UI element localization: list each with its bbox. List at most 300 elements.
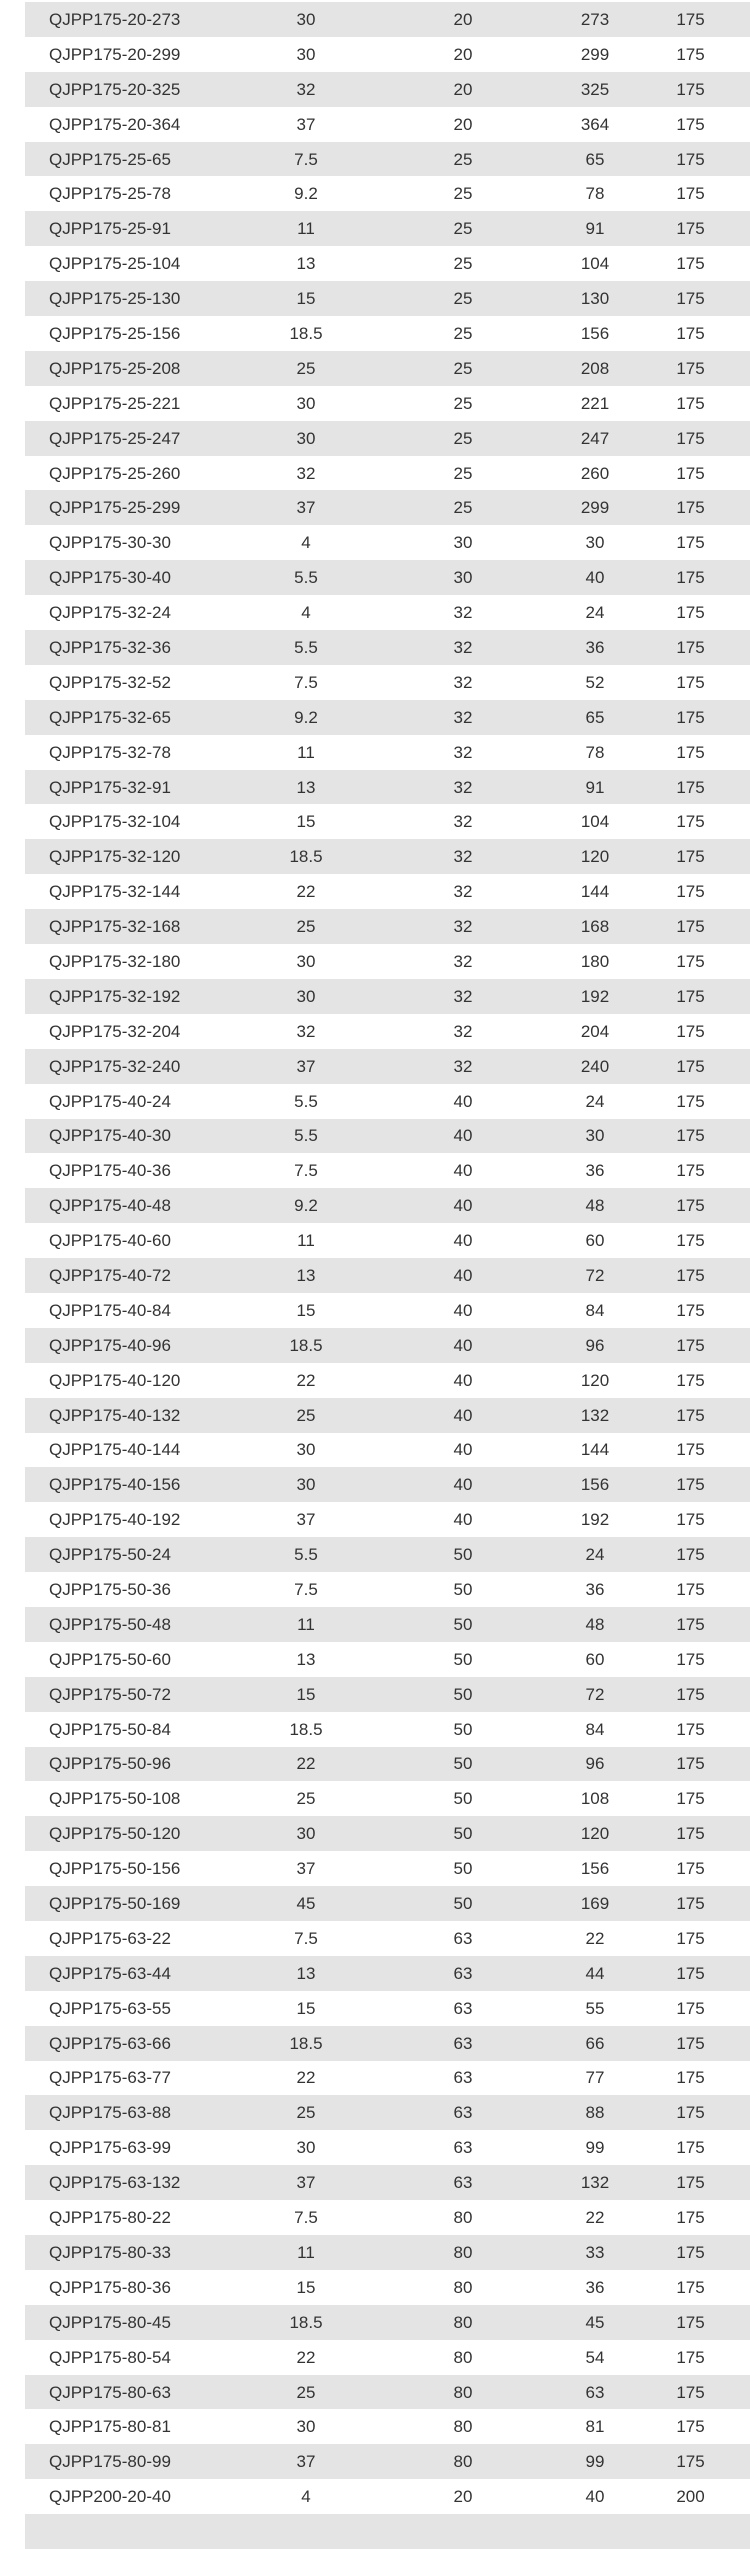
table-row bbox=[25, 630, 750, 665]
table-row bbox=[25, 456, 750, 491]
diameter-cell: 175 bbox=[627, 1816, 750, 1851]
power-cell: 32 bbox=[249, 1014, 363, 1049]
head-cell: 156 bbox=[563, 1851, 627, 1886]
diameter-cell: 175 bbox=[627, 2444, 750, 2479]
model-cell: QJPP175-32-168 bbox=[25, 909, 249, 944]
power-cell: 15 bbox=[249, 281, 363, 316]
model-cell: QJPP175-50-108 bbox=[25, 1781, 249, 1816]
model-cell: QJPP175-40-144 bbox=[25, 1433, 249, 1468]
power-cell: 9.2 bbox=[249, 1188, 363, 1223]
model-cell: QJPP175-30-30 bbox=[25, 525, 249, 560]
head-cell: 96 bbox=[563, 1747, 627, 1782]
diameter-cell: 175 bbox=[627, 281, 750, 316]
diameter-cell: 175 bbox=[627, 72, 750, 107]
head-cell: 44 bbox=[563, 1956, 627, 1991]
flow-cell: 32 bbox=[363, 770, 563, 805]
table-row bbox=[25, 1363, 750, 1398]
flow-cell: 25 bbox=[363, 490, 563, 525]
flow-cell: 40 bbox=[363, 1363, 563, 1398]
head-cell: 36 bbox=[563, 2270, 627, 2305]
diameter-cell: 175 bbox=[627, 211, 750, 246]
diameter-cell: 175 bbox=[627, 1119, 750, 1154]
model-cell: QJPP175-80-22 bbox=[25, 2200, 249, 2235]
flow-cell: 30 bbox=[363, 560, 563, 595]
head-cell bbox=[563, 2514, 627, 2549]
power-cell: 37 bbox=[249, 2165, 363, 2200]
model-cell: QJPP175-50-96 bbox=[25, 1747, 249, 1782]
head-cell: 78 bbox=[563, 735, 627, 770]
flow-cell: 50 bbox=[363, 1781, 563, 1816]
model-cell: QJPP175-50-36 bbox=[25, 1572, 249, 1607]
model-cell: QJPP175-50-72 bbox=[25, 1677, 249, 1712]
model-cell: QJPP175-63-77 bbox=[25, 2061, 249, 2096]
diameter-cell: 175 bbox=[627, 1642, 750, 1677]
flow-cell: 80 bbox=[363, 2235, 563, 2270]
flow-cell: 25 bbox=[363, 456, 563, 491]
flow-cell: 32 bbox=[363, 630, 563, 665]
model-cell: QJPP175-40-132 bbox=[25, 1398, 249, 1433]
power-cell: 7.5 bbox=[249, 2200, 363, 2235]
flow-cell: 40 bbox=[363, 1258, 563, 1293]
flow-cell: 25 bbox=[363, 142, 563, 177]
flow-cell: 40 bbox=[363, 1467, 563, 1502]
table-row bbox=[25, 246, 750, 281]
table-row bbox=[25, 1956, 750, 1991]
power-cell: 9.2 bbox=[249, 700, 363, 735]
head-cell: 169 bbox=[563, 1886, 627, 1921]
head-cell: 66 bbox=[563, 2026, 627, 2061]
head-cell: 84 bbox=[563, 1293, 627, 1328]
power-cell: 13 bbox=[249, 1258, 363, 1293]
power-cell: 4 bbox=[249, 525, 363, 560]
diameter-cell: 175 bbox=[627, 944, 750, 979]
pump-spec-table bbox=[25, 2, 750, 2549]
table-row bbox=[25, 281, 750, 316]
power-cell: 30 bbox=[249, 2130, 363, 2165]
flow-cell: 63 bbox=[363, 2095, 563, 2130]
power-cell: 7.5 bbox=[249, 1153, 363, 1188]
model-cell: QJPP175-40-120 bbox=[25, 1363, 249, 1398]
head-cell: 65 bbox=[563, 700, 627, 735]
model-cell: QJPP175-25-208 bbox=[25, 351, 249, 386]
table-row bbox=[25, 2409, 750, 2444]
power-cell: 7.5 bbox=[249, 665, 363, 700]
head-cell: 30 bbox=[563, 1119, 627, 1154]
diameter-cell bbox=[627, 2514, 750, 2549]
table-row bbox=[25, 2130, 750, 2165]
flow-cell: 63 bbox=[363, 2026, 563, 2061]
flow-cell: 50 bbox=[363, 1677, 563, 1712]
model-cell: QJPP175-63-22 bbox=[25, 1921, 249, 1956]
table-body bbox=[25, 2, 750, 2549]
diameter-cell: 175 bbox=[627, 2235, 750, 2270]
head-cell: 40 bbox=[563, 560, 627, 595]
head-cell: 72 bbox=[563, 1258, 627, 1293]
model-cell: QJPP175-63-44 bbox=[25, 1956, 249, 1991]
power-cell: 30 bbox=[249, 1467, 363, 1502]
power-cell: 18.5 bbox=[249, 839, 363, 874]
flow-cell: 80 bbox=[363, 2444, 563, 2479]
model-cell: QJPP175-40-48 bbox=[25, 1188, 249, 1223]
model-cell: QJPP175-32-52 bbox=[25, 665, 249, 700]
model-cell: QJPP175-50-60 bbox=[25, 1642, 249, 1677]
head-cell: 30 bbox=[563, 525, 627, 560]
power-cell: 18.5 bbox=[249, 2305, 363, 2340]
model-cell: QJPP175-32-78 bbox=[25, 735, 249, 770]
model-cell: QJPP175-40-36 bbox=[25, 1153, 249, 1188]
diameter-cell: 175 bbox=[627, 1433, 750, 1468]
flow-cell: 40 bbox=[363, 1502, 563, 1537]
head-cell: 273 bbox=[563, 2, 627, 37]
diameter-cell: 175 bbox=[627, 1677, 750, 1712]
flow-cell: 63 bbox=[363, 2061, 563, 2096]
head-cell: 48 bbox=[563, 1188, 627, 1223]
table-row bbox=[25, 1084, 750, 1119]
table-row bbox=[25, 2444, 750, 2479]
diameter-cell: 175 bbox=[627, 1293, 750, 1328]
model-cell: QJPP175-40-24 bbox=[25, 1084, 249, 1119]
flow-cell: 40 bbox=[363, 1293, 563, 1328]
head-cell: 54 bbox=[563, 2340, 627, 2375]
table-row bbox=[25, 1223, 750, 1258]
flow-cell: 25 bbox=[363, 211, 563, 246]
head-cell: 192 bbox=[563, 979, 627, 1014]
head-cell: 168 bbox=[563, 909, 627, 944]
flow-cell: 32 bbox=[363, 804, 563, 839]
table-row bbox=[25, 2, 750, 37]
diameter-cell: 175 bbox=[627, 770, 750, 805]
head-cell: 77 bbox=[563, 2061, 627, 2096]
table-row bbox=[25, 839, 750, 874]
diameter-cell: 175 bbox=[627, 735, 750, 770]
model-cell: QJPP175-20-325 bbox=[25, 72, 249, 107]
table-row bbox=[25, 1537, 750, 1572]
flow-cell: 25 bbox=[363, 176, 563, 211]
model-cell: QJPP175-50-24 bbox=[25, 1537, 249, 1572]
power-cell: 30 bbox=[249, 944, 363, 979]
power-cell: 30 bbox=[249, 979, 363, 1014]
head-cell: 325 bbox=[563, 72, 627, 107]
model-cell: QJPP175-40-72 bbox=[25, 1258, 249, 1293]
flow-cell: 20 bbox=[363, 2479, 563, 2514]
model-cell: QJPP175-80-99 bbox=[25, 2444, 249, 2479]
flow-cell: 40 bbox=[363, 1119, 563, 1154]
power-cell: 11 bbox=[249, 1223, 363, 1258]
model-cell: QJPP175-25-299 bbox=[25, 490, 249, 525]
head-cell: 240 bbox=[563, 1049, 627, 1084]
diameter-cell: 175 bbox=[627, 1328, 750, 1363]
diameter-cell: 175 bbox=[627, 525, 750, 560]
power-cell: 5.5 bbox=[249, 1537, 363, 1572]
head-cell: 299 bbox=[563, 490, 627, 525]
diameter-cell: 175 bbox=[627, 2026, 750, 2061]
head-cell: 192 bbox=[563, 1502, 627, 1537]
model-cell: QJPP175-63-132 bbox=[25, 2165, 249, 2200]
model-cell: QJPP175-32-192 bbox=[25, 979, 249, 1014]
power-cell: 18.5 bbox=[249, 316, 363, 351]
flow-cell: 32 bbox=[363, 874, 563, 909]
diameter-cell: 175 bbox=[627, 2340, 750, 2375]
table-row bbox=[25, 595, 750, 630]
flow-cell: 40 bbox=[363, 1223, 563, 1258]
power-cell: 25 bbox=[249, 2095, 363, 2130]
power-cell: 25 bbox=[249, 351, 363, 386]
power-cell: 37 bbox=[249, 2444, 363, 2479]
flow-cell: 63 bbox=[363, 2130, 563, 2165]
flow-cell: 50 bbox=[363, 1537, 563, 1572]
head-cell: 81 bbox=[563, 2409, 627, 2444]
head-cell: 22 bbox=[563, 1921, 627, 1956]
head-cell: 22 bbox=[563, 2200, 627, 2235]
diameter-cell: 175 bbox=[627, 804, 750, 839]
power-cell: 18.5 bbox=[249, 1712, 363, 1747]
flow-cell: 40 bbox=[363, 1153, 563, 1188]
diameter-cell: 175 bbox=[627, 1502, 750, 1537]
diameter-cell: 175 bbox=[627, 595, 750, 630]
power-cell: 22 bbox=[249, 1363, 363, 1398]
head-cell: 63 bbox=[563, 2375, 627, 2410]
flow-cell: 40 bbox=[363, 1188, 563, 1223]
model-cell: QJPP175-32-24 bbox=[25, 595, 249, 630]
power-cell: 30 bbox=[249, 37, 363, 72]
head-cell: 36 bbox=[563, 1153, 627, 1188]
table-row bbox=[25, 2305, 750, 2340]
flow-cell: 80 bbox=[363, 2305, 563, 2340]
model-cell: QJPP175-25-247 bbox=[25, 421, 249, 456]
table-row bbox=[25, 1572, 750, 1607]
diameter-cell: 175 bbox=[627, 1363, 750, 1398]
power-cell bbox=[249, 2514, 363, 2549]
table-row bbox=[25, 142, 750, 177]
head-cell: 65 bbox=[563, 142, 627, 177]
diameter-cell: 175 bbox=[627, 1014, 750, 1049]
model-cell: QJPP175-40-96 bbox=[25, 1328, 249, 1363]
table-row bbox=[25, 1398, 750, 1433]
model-cell: QJPP175-50-156 bbox=[25, 1851, 249, 1886]
diameter-cell: 175 bbox=[627, 1747, 750, 1782]
head-cell: 60 bbox=[563, 1223, 627, 1258]
power-cell: 22 bbox=[249, 2340, 363, 2375]
diameter-cell: 175 bbox=[627, 351, 750, 386]
flow-cell: 32 bbox=[363, 665, 563, 700]
flow-cell: 63 bbox=[363, 2165, 563, 2200]
power-cell: 5.5 bbox=[249, 1119, 363, 1154]
power-cell: 7.5 bbox=[249, 1572, 363, 1607]
flow-cell: 32 bbox=[363, 979, 563, 1014]
flow-cell: 25 bbox=[363, 386, 563, 421]
flow-cell: 20 bbox=[363, 72, 563, 107]
model-cell: QJPP175-32-104 bbox=[25, 804, 249, 839]
model-cell: QJPP175-80-81 bbox=[25, 2409, 249, 2444]
model-cell: QJPP175-50-48 bbox=[25, 1607, 249, 1642]
power-cell: 15 bbox=[249, 1293, 363, 1328]
head-cell: 364 bbox=[563, 107, 627, 142]
diameter-cell: 175 bbox=[627, 700, 750, 735]
head-cell: 91 bbox=[563, 770, 627, 805]
flow-cell: 32 bbox=[363, 1049, 563, 1084]
power-cell: 11 bbox=[249, 211, 363, 246]
head-cell: 84 bbox=[563, 1712, 627, 1747]
table-row bbox=[25, 2340, 750, 2375]
table-row bbox=[25, 665, 750, 700]
table-row bbox=[25, 1258, 750, 1293]
model-cell: QJPP175-80-63 bbox=[25, 2375, 249, 2410]
diameter-cell: 175 bbox=[627, 107, 750, 142]
head-cell: 48 bbox=[563, 1607, 627, 1642]
table-row bbox=[25, 1119, 750, 1154]
head-cell: 156 bbox=[563, 316, 627, 351]
table-row bbox=[25, 2095, 750, 2130]
flow-cell: 63 bbox=[363, 1956, 563, 1991]
table-row bbox=[25, 1886, 750, 1921]
head-cell: 132 bbox=[563, 1398, 627, 1433]
diameter-cell: 175 bbox=[627, 1781, 750, 1816]
head-cell: 55 bbox=[563, 1991, 627, 2026]
table-row bbox=[25, 1642, 750, 1677]
power-cell: 22 bbox=[249, 2061, 363, 2096]
flow-cell: 63 bbox=[363, 1921, 563, 1956]
head-cell: 120 bbox=[563, 1816, 627, 1851]
flow-cell: 50 bbox=[363, 1851, 563, 1886]
head-cell: 108 bbox=[563, 1781, 627, 1816]
flow-cell: 50 bbox=[363, 1747, 563, 1782]
model-cell: QJPP175-32-144 bbox=[25, 874, 249, 909]
table-row bbox=[25, 386, 750, 421]
power-cell: 45 bbox=[249, 1886, 363, 1921]
power-cell: 11 bbox=[249, 2235, 363, 2270]
flow-cell: 25 bbox=[363, 421, 563, 456]
diameter-cell: 175 bbox=[627, 2095, 750, 2130]
power-cell: 30 bbox=[249, 421, 363, 456]
model-cell: QJPP175-25-78 bbox=[25, 176, 249, 211]
power-cell: 32 bbox=[249, 456, 363, 491]
table-row bbox=[25, 72, 750, 107]
diameter-cell: 175 bbox=[627, 2409, 750, 2444]
flow-cell: 80 bbox=[363, 2200, 563, 2235]
table-row bbox=[25, 1467, 750, 1502]
diameter-cell: 175 bbox=[627, 2130, 750, 2165]
power-cell: 11 bbox=[249, 1607, 363, 1642]
power-cell: 13 bbox=[249, 770, 363, 805]
model-cell: QJPP175-50-84 bbox=[25, 1712, 249, 1747]
flow-cell: 40 bbox=[363, 1398, 563, 1433]
power-cell: 25 bbox=[249, 1781, 363, 1816]
diameter-cell: 175 bbox=[627, 2270, 750, 2305]
model-cell: QJPP175-32-204 bbox=[25, 1014, 249, 1049]
table-row bbox=[25, 176, 750, 211]
head-cell: 156 bbox=[563, 1467, 627, 1502]
model-cell: QJPP175-80-54 bbox=[25, 2340, 249, 2375]
power-cell: 7.5 bbox=[249, 1921, 363, 1956]
table-row bbox=[25, 2061, 750, 2096]
flow-cell: 32 bbox=[363, 595, 563, 630]
head-cell: 24 bbox=[563, 1084, 627, 1119]
diameter-cell: 175 bbox=[627, 560, 750, 595]
flow-cell: 32 bbox=[363, 700, 563, 735]
table-row bbox=[25, 2514, 750, 2549]
power-cell: 32 bbox=[249, 72, 363, 107]
table-row bbox=[25, 2479, 750, 2514]
table-row bbox=[25, 2026, 750, 2061]
flow-cell: 40 bbox=[363, 1084, 563, 1119]
table-row bbox=[25, 1153, 750, 1188]
head-cell: 36 bbox=[563, 630, 627, 665]
power-cell: 11 bbox=[249, 735, 363, 770]
model-cell: QJPP200-20-40 bbox=[25, 2479, 249, 2514]
table-row bbox=[25, 37, 750, 72]
table-row bbox=[25, 700, 750, 735]
power-cell: 15 bbox=[249, 1677, 363, 1712]
table-row bbox=[25, 1433, 750, 1468]
table-row bbox=[25, 979, 750, 1014]
power-cell: 13 bbox=[249, 1956, 363, 1991]
flow-cell: 50 bbox=[363, 1816, 563, 1851]
flow-cell: 32 bbox=[363, 909, 563, 944]
table-row bbox=[25, 490, 750, 525]
table-row bbox=[25, 1991, 750, 2026]
head-cell: 130 bbox=[563, 281, 627, 316]
diameter-cell: 175 bbox=[627, 2165, 750, 2200]
head-cell: 260 bbox=[563, 456, 627, 491]
model-cell: QJPP175-25-156 bbox=[25, 316, 249, 351]
table-row bbox=[25, 804, 750, 839]
head-cell: 204 bbox=[563, 1014, 627, 1049]
head-cell: 88 bbox=[563, 2095, 627, 2130]
diameter-cell: 175 bbox=[627, 979, 750, 1014]
diameter-cell: 175 bbox=[627, 37, 750, 72]
power-cell: 25 bbox=[249, 1398, 363, 1433]
table-row bbox=[25, 107, 750, 142]
table-row bbox=[25, 909, 750, 944]
diameter-cell: 175 bbox=[627, 2305, 750, 2340]
table-row bbox=[25, 1816, 750, 1851]
head-cell: 60 bbox=[563, 1642, 627, 1677]
head-cell: 91 bbox=[563, 211, 627, 246]
power-cell: 30 bbox=[249, 1816, 363, 1851]
table-row bbox=[25, 316, 750, 351]
table-row bbox=[25, 211, 750, 246]
flow-cell: 32 bbox=[363, 735, 563, 770]
diameter-cell: 175 bbox=[627, 176, 750, 211]
model-cell: QJPP175-50-169 bbox=[25, 1886, 249, 1921]
head-cell: 221 bbox=[563, 386, 627, 421]
table-row bbox=[25, 1677, 750, 1712]
power-cell: 37 bbox=[249, 1049, 363, 1084]
table-row bbox=[25, 770, 750, 805]
model-cell: QJPP175-20-299 bbox=[25, 37, 249, 72]
diameter-cell: 175 bbox=[627, 1921, 750, 1956]
diameter-cell: 175 bbox=[627, 386, 750, 421]
diameter-cell: 175 bbox=[627, 1398, 750, 1433]
head-cell: 52 bbox=[563, 665, 627, 700]
model-cell: QJPP175-25-221 bbox=[25, 386, 249, 421]
diameter-cell: 175 bbox=[627, 630, 750, 665]
head-cell: 99 bbox=[563, 2130, 627, 2165]
table-row bbox=[25, 1328, 750, 1363]
flow-cell: 25 bbox=[363, 351, 563, 386]
model-cell: QJPP175-63-66 bbox=[25, 2026, 249, 2061]
power-cell: 22 bbox=[249, 1747, 363, 1782]
power-cell: 37 bbox=[249, 1851, 363, 1886]
flow-cell: 63 bbox=[363, 1991, 563, 2026]
table-row bbox=[25, 1747, 750, 1782]
power-cell: 15 bbox=[249, 2270, 363, 2305]
diameter-cell: 175 bbox=[627, 1712, 750, 1747]
model-cell: QJPP175-30-40 bbox=[25, 560, 249, 595]
model-cell: QJPP175-32-120 bbox=[25, 839, 249, 874]
flow-cell: 40 bbox=[363, 1328, 563, 1363]
flow-cell: 20 bbox=[363, 2, 563, 37]
